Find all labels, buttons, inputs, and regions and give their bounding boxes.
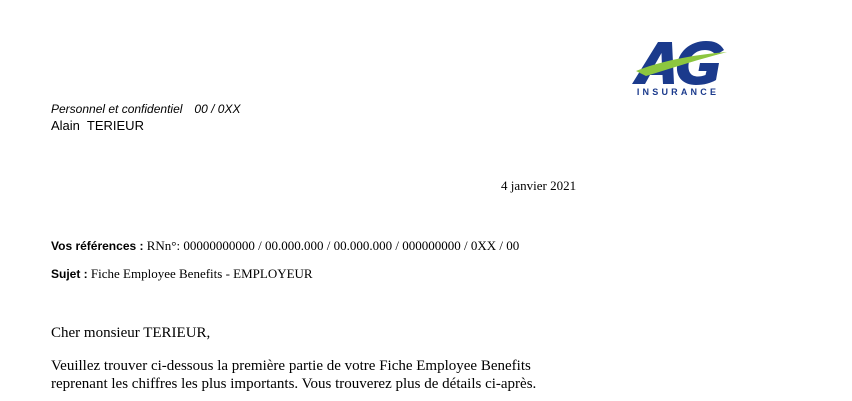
confidential-label: Personnel et confidentiel xyxy=(51,102,183,116)
subject-line xyxy=(51,266,313,282)
confidential-line xyxy=(51,102,240,116)
references-value: RNn°: 00000000000 / 00.000.000 / 00.000.000 / 000000000 / 0XX / 00 xyxy=(146,238,520,253)
confidential-reference: 00 / 0XX xyxy=(194,102,241,116)
subject-label: Sujet : xyxy=(51,267,88,281)
letter-body xyxy=(51,357,611,393)
body-line-1: Veuillez trouver ci-dessous la première partie de votre Fiche Employee Benefits xyxy=(51,358,531,374)
references-label: Vos références : xyxy=(51,239,144,253)
ag-logo-icon xyxy=(628,40,728,86)
subject-value: Fiche Employee Benefits - EMPLOYEUR xyxy=(90,266,313,281)
body-line-2: reprenant les chiffres les plus importants. Vous trouverez plus de détails ci-après. xyxy=(51,376,537,392)
references-line xyxy=(51,238,519,254)
ag-insurance-logo xyxy=(628,40,728,100)
salutation: Cher monsieur TERIEUR, xyxy=(51,325,211,341)
logo-wordmark: INSURANCE xyxy=(636,87,720,97)
letter-date: 4 janvier 2021 xyxy=(501,178,577,193)
addressee-name: Alain TERIEUR xyxy=(51,118,144,133)
